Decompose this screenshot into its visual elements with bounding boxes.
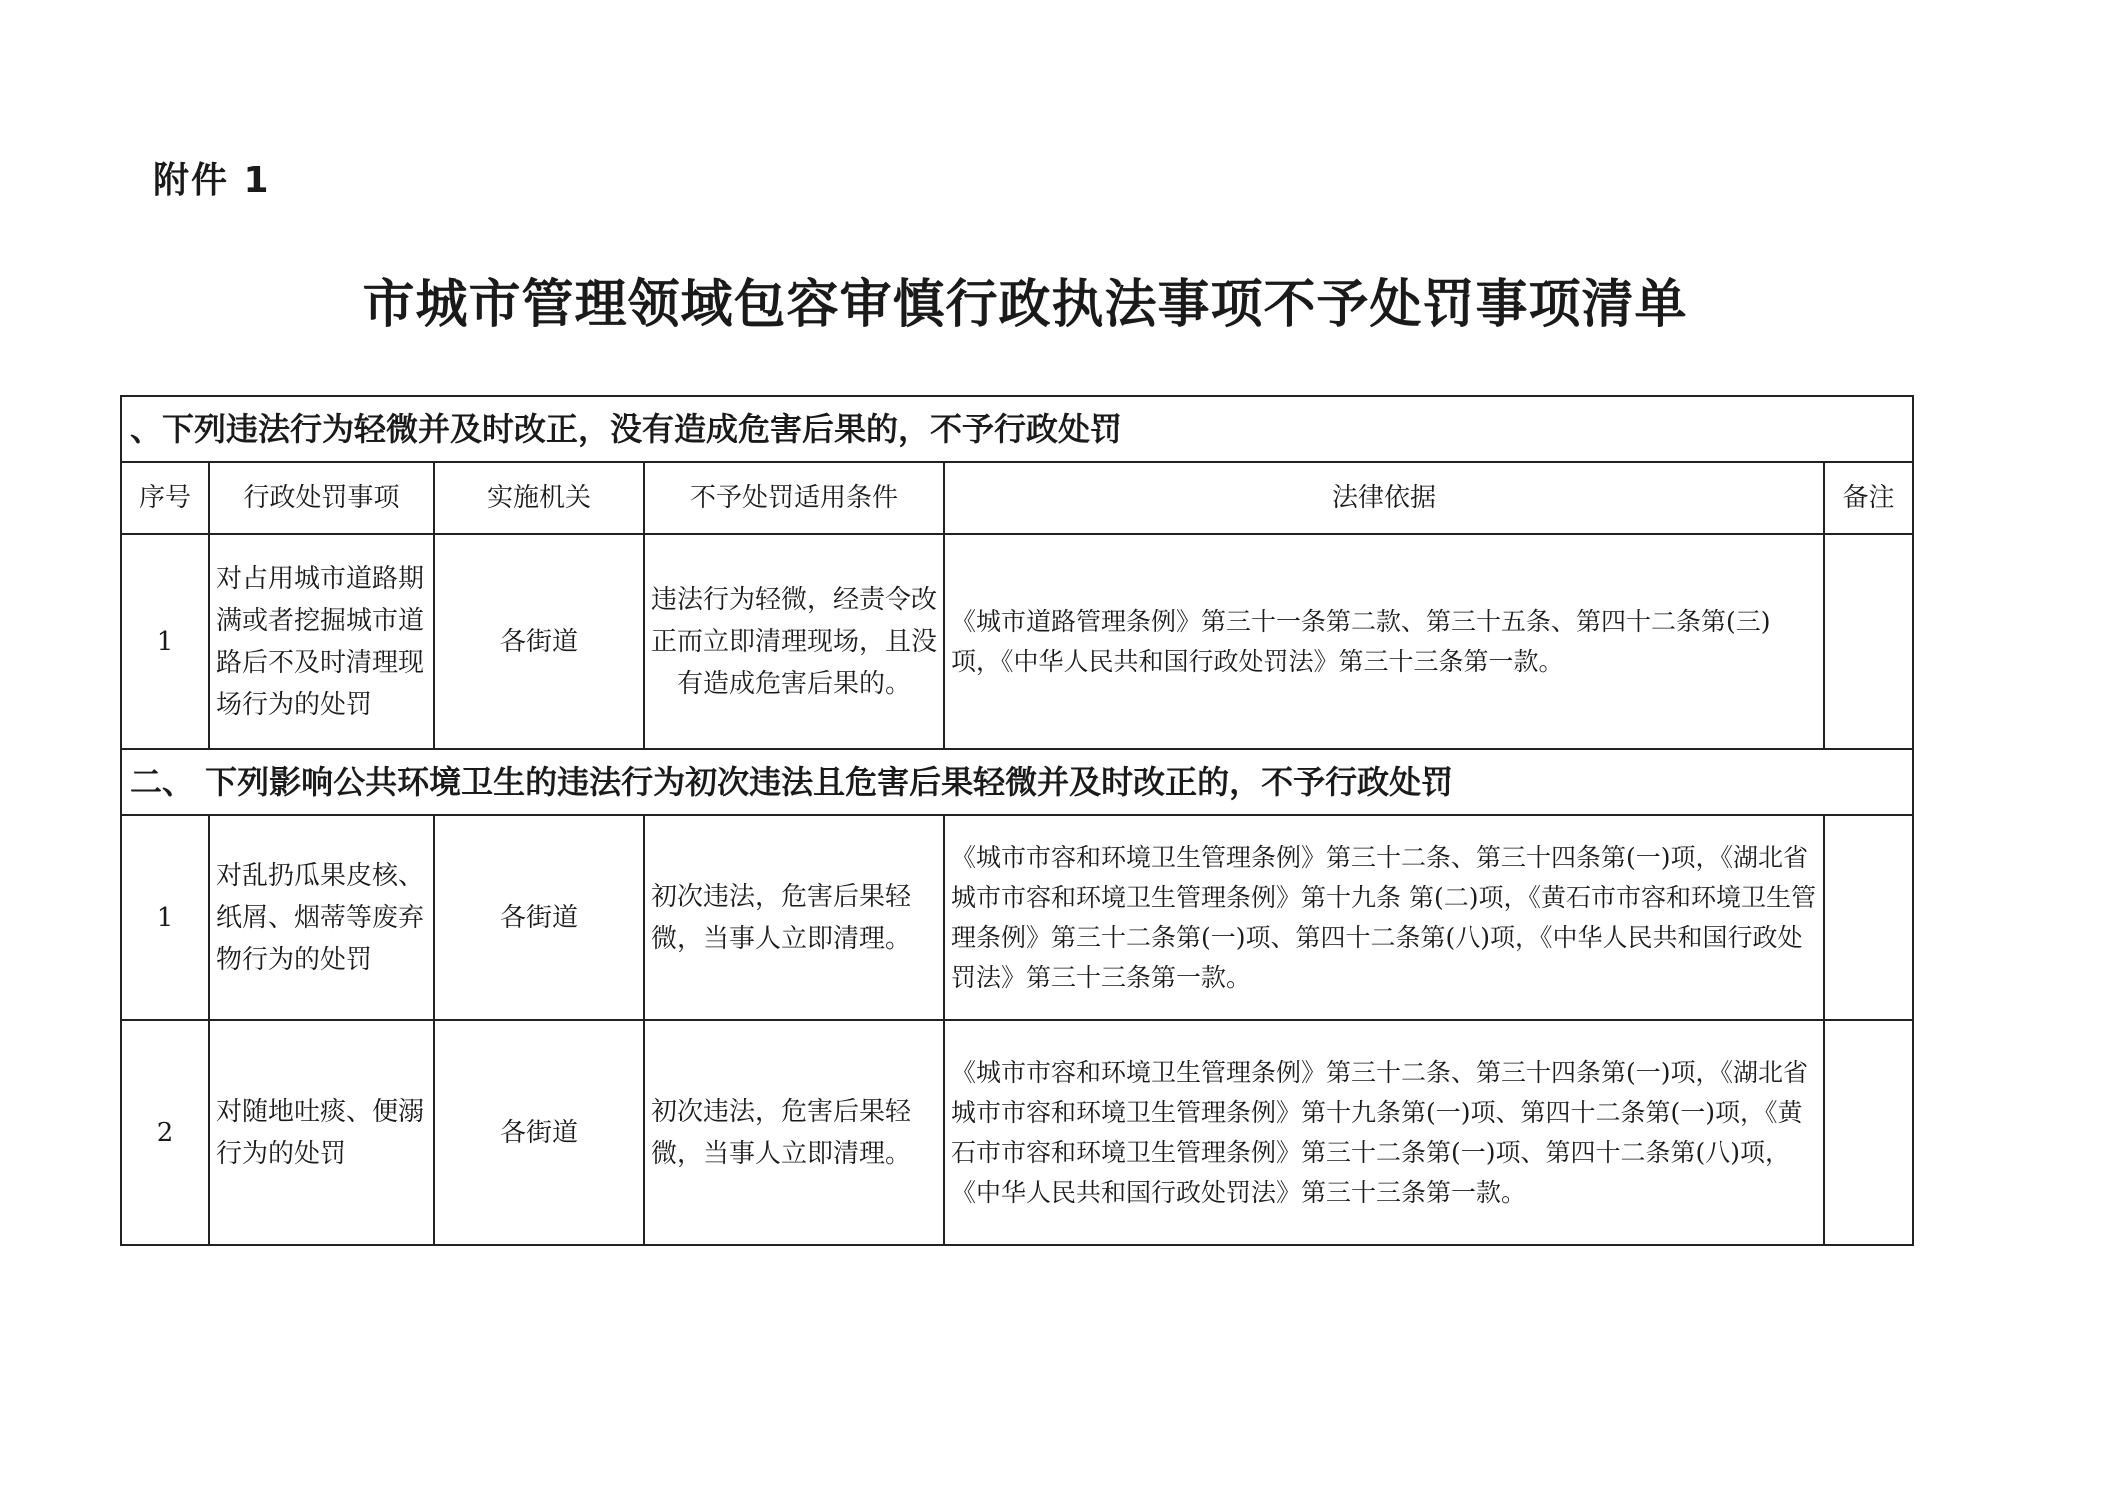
cell-item: 对占用城市道路期满或者挖掘城市道路后不及时清理现场行为的处罚	[209, 534, 434, 749]
penalty-exemption-table	[120, 395, 1912, 1246]
header-item: 行政处罚事项	[209, 462, 434, 534]
section-1-heading: 、下列违法行为轻微并及时改正，没有造成危害后果的，不予行政处罚	[121, 396, 1913, 462]
header-agency: 实施机关	[434, 462, 644, 534]
header-basis: 法律依据	[944, 462, 1824, 534]
cell-basis: 《城市道路管理条例》第三十一条第二款、第三十五条、第四十二条第(三)项，《中华人民共和国行政处罚法》第三十三条第一款。	[944, 534, 1824, 749]
cell-agency: 各街道	[434, 534, 644, 749]
document-title: 市城市管理领域包容审慎行政执法事项不予处罚事项清单	[362, 274, 1688, 335]
cell-agency: 各街道	[434, 815, 644, 1020]
header-remark: 备注	[1824, 462, 1913, 534]
cell-item: 对随地吐痰、便溺行为的处罚	[209, 1020, 434, 1245]
cell-remark	[1824, 815, 1913, 1020]
cell-remark	[1824, 534, 1913, 749]
section-heading-1	[121, 396, 1913, 462]
cell-condition: 初次违法，危害后果轻微，当事人立即清理。	[644, 815, 944, 1020]
header-no: 序号	[121, 462, 209, 534]
cell-no: 1	[121, 534, 209, 749]
table-row	[121, 1020, 1913, 1245]
header-row	[121, 462, 1913, 534]
cell-condition: 初次违法，危害后果轻微，当事人立即清理。	[644, 1020, 944, 1245]
cell-condition: 违法行为轻微，经责令改正而立即清理现场，且没有造成危害后果的。	[644, 534, 944, 749]
section-2-heading: 二、 下列影响公共环境卫生的违法行为初次违法且危害后果轻微并及时改正的，不予行政处罚	[121, 749, 1913, 815]
table-row	[121, 815, 1913, 1020]
cell-basis: 《城市市容和环境卫生管理条例》第三十二条、第三十四条第(一)项，《湖北省城市市容和环境卫生管理条例》第十九条第(一)项、第四十二条第(一)项，《黄石市市容和环境卫生管理条例》第三十二条第(一)项、第四十二条第(八)项，《中华人民共和国行政处罚法》第三十三条第一款。	[944, 1020, 1824, 1245]
header-condition: 不予处罚适用条件	[644, 462, 944, 534]
cell-item: 对乱扔瓜果皮核、纸屑、烟蒂等废弃物行为的处罚	[209, 815, 434, 1020]
table-row	[121, 534, 1913, 749]
cell-basis: 《城市市容和环境卫生管理条例》第三十二条、第三十四条第(一)项，《湖北省城市市容和环境卫生管理条例》第十九条 第(二)项，《黄石市市容和环境卫生管理条例》第三十二条第(一)项、第四十二条第(八)项，《中华人民共和国行政处罚法》第三十三条第一款。	[944, 815, 1824, 1020]
cell-remark	[1824, 1020, 1913, 1245]
attachment-label: 附件 1	[153, 160, 271, 201]
cell-agency: 各街道	[434, 1020, 644, 1245]
section-heading-2	[121, 749, 1913, 815]
cell-no: 1	[121, 815, 209, 1020]
cell-no: 2	[121, 1020, 209, 1245]
